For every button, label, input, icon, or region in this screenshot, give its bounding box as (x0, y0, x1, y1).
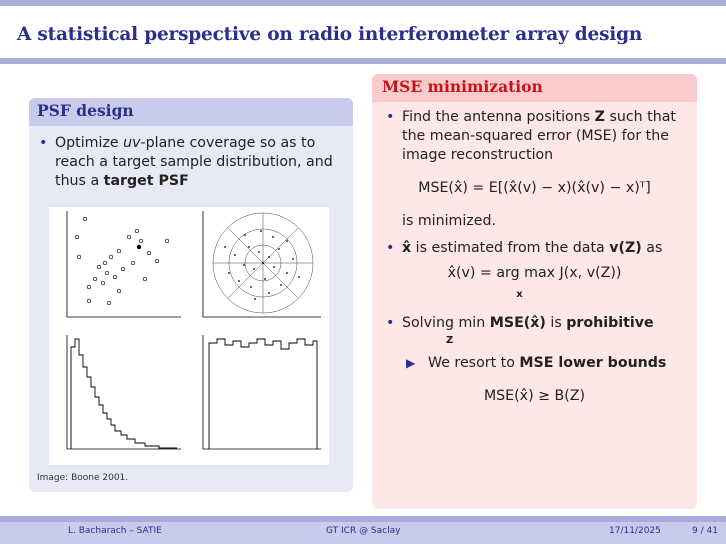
min-subscript: Z (446, 335, 454, 346)
mse-subbullet: ▶ We resort to MSE lower bounds (406, 355, 667, 371)
antenna-layout-panel (67, 211, 181, 317)
argmax-subscript: x (516, 289, 523, 300)
mse-heading: MSE minimization (372, 74, 697, 102)
title-rule (0, 58, 726, 64)
mse-bullet-3: • Solving min MSE(x̂) is prohibitive (386, 315, 654, 331)
bullet-icon: • (39, 135, 48, 151)
triangle-bullet-icon: ▶ (406, 356, 416, 370)
title-area (0, 6, 726, 58)
psf-bullet: • Optimize uv-plane coverage so as to reach a target sample distribution, and thus a target PSF (39, 135, 333, 189)
mse-bullet-1: • Find the antenna positions Z such that the mean-squared error (MSE) for the image reconstruction (386, 109, 676, 163)
bullet-icon: • (386, 240, 395, 256)
azimuth-histogram-panel (203, 335, 321, 449)
psf-design-block (29, 98, 353, 492)
footer-event: GT ICR @ Saclay (326, 526, 401, 536)
is-minimized-text: is minimized. (402, 213, 496, 229)
estimator-equation: x̂(v) = arg max J(x, v(Z)) (447, 265, 622, 281)
boone-figure (49, 207, 329, 465)
psf-design-heading: PSF design (29, 98, 353, 126)
mse-body (372, 102, 697, 422)
footer-author: L. Bacharach – SATIE (68, 526, 162, 536)
mse-minimization-block (372, 74, 697, 509)
figure-caption: Image: Boone 2001. (37, 473, 129, 483)
slide-title: A statistical perspective on radio interferometer array design (17, 24, 643, 45)
bullet-icon: • (386, 315, 395, 331)
mse-equation: MSE(x̂) = E[(x̂(v) − x)(x̂(v) − x)ᵀ] (418, 180, 651, 196)
footer-date: 17/11/2025 (609, 526, 661, 536)
radial-histogram-panel (67, 335, 181, 449)
psf-design-body (29, 126, 353, 205)
footer (0, 516, 726, 544)
footer-page-number: 9 / 41 (692, 526, 718, 536)
psf-figure-graphic (49, 207, 329, 465)
lower-bound-equation: MSE(x̂) ≥ B(Z) (483, 388, 586, 404)
bullet-icon: • (386, 109, 395, 125)
uv-coverage-panel (203, 211, 321, 317)
mse-bullet-2: • x̂ is estimated from the data v(Z) as (386, 240, 663, 256)
